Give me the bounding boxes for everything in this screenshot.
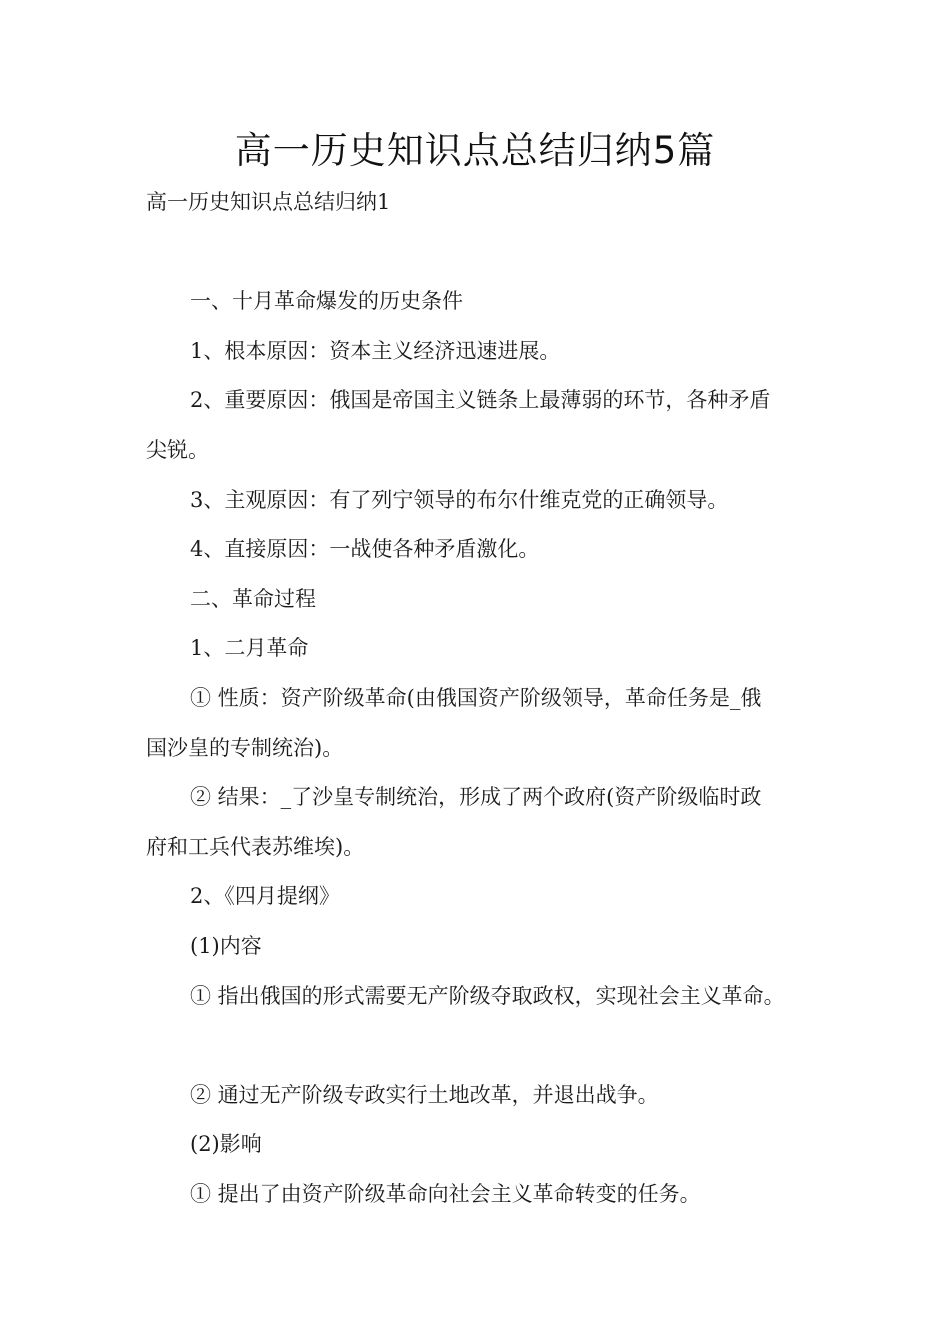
paragraph-continuation: 府和工兵代表苏维埃)。: [146, 835, 365, 859]
paragraph: 3、主观原因：有了列宁领导的布尔什维克党的正确领导。: [190, 488, 729, 512]
paragraph: ① 提出了由资产阶级革命向社会主义革命转变的任务。: [190, 1182, 701, 1206]
heading-conditions: 一、十月革命爆发的历史条件: [190, 289, 463, 313]
subheading: 2、《四月提纲》: [190, 884, 340, 908]
paragraph: ① 指出俄国的形式需要无产阶级夺取政权，实现社会主义革命。: [190, 984, 785, 1008]
paragraph: 2、重要原因：俄国是帝国主义链条上最薄弱的环节，各种矛盾: [190, 388, 771, 412]
heading-process: 二、革命过程: [190, 587, 316, 611]
subheading: (2)影响: [190, 1132, 262, 1156]
paragraph: ② 结果：_了沙皇专制统治，形成了两个政府(资产阶级临时政: [190, 785, 762, 809]
paragraph: ② 通过无产阶级专政实行土地改革，并退出战争。: [190, 1083, 659, 1107]
paragraph: 1、根本原因：资本主义经济迅速进展。: [190, 339, 561, 363]
subheading: (1)内容: [190, 934, 262, 958]
paragraph-continuation: 国沙皇的专制统治)。: [146, 736, 344, 760]
paragraph: ① 性质：资产阶级革命(由俄国资产阶级领导，革命任务是_俄: [190, 686, 762, 710]
paragraph-continuation: 尖锐。: [146, 438, 209, 462]
document-title: 高一历史知识点总结归纳5篇: [234, 129, 716, 172]
paragraph: 4、直接原因：一战使各种矛盾激化。: [190, 537, 540, 561]
subheading: 1、二月革命: [190, 636, 309, 660]
section-subtitle: 高一历史知识点总结归纳1: [146, 190, 391, 214]
